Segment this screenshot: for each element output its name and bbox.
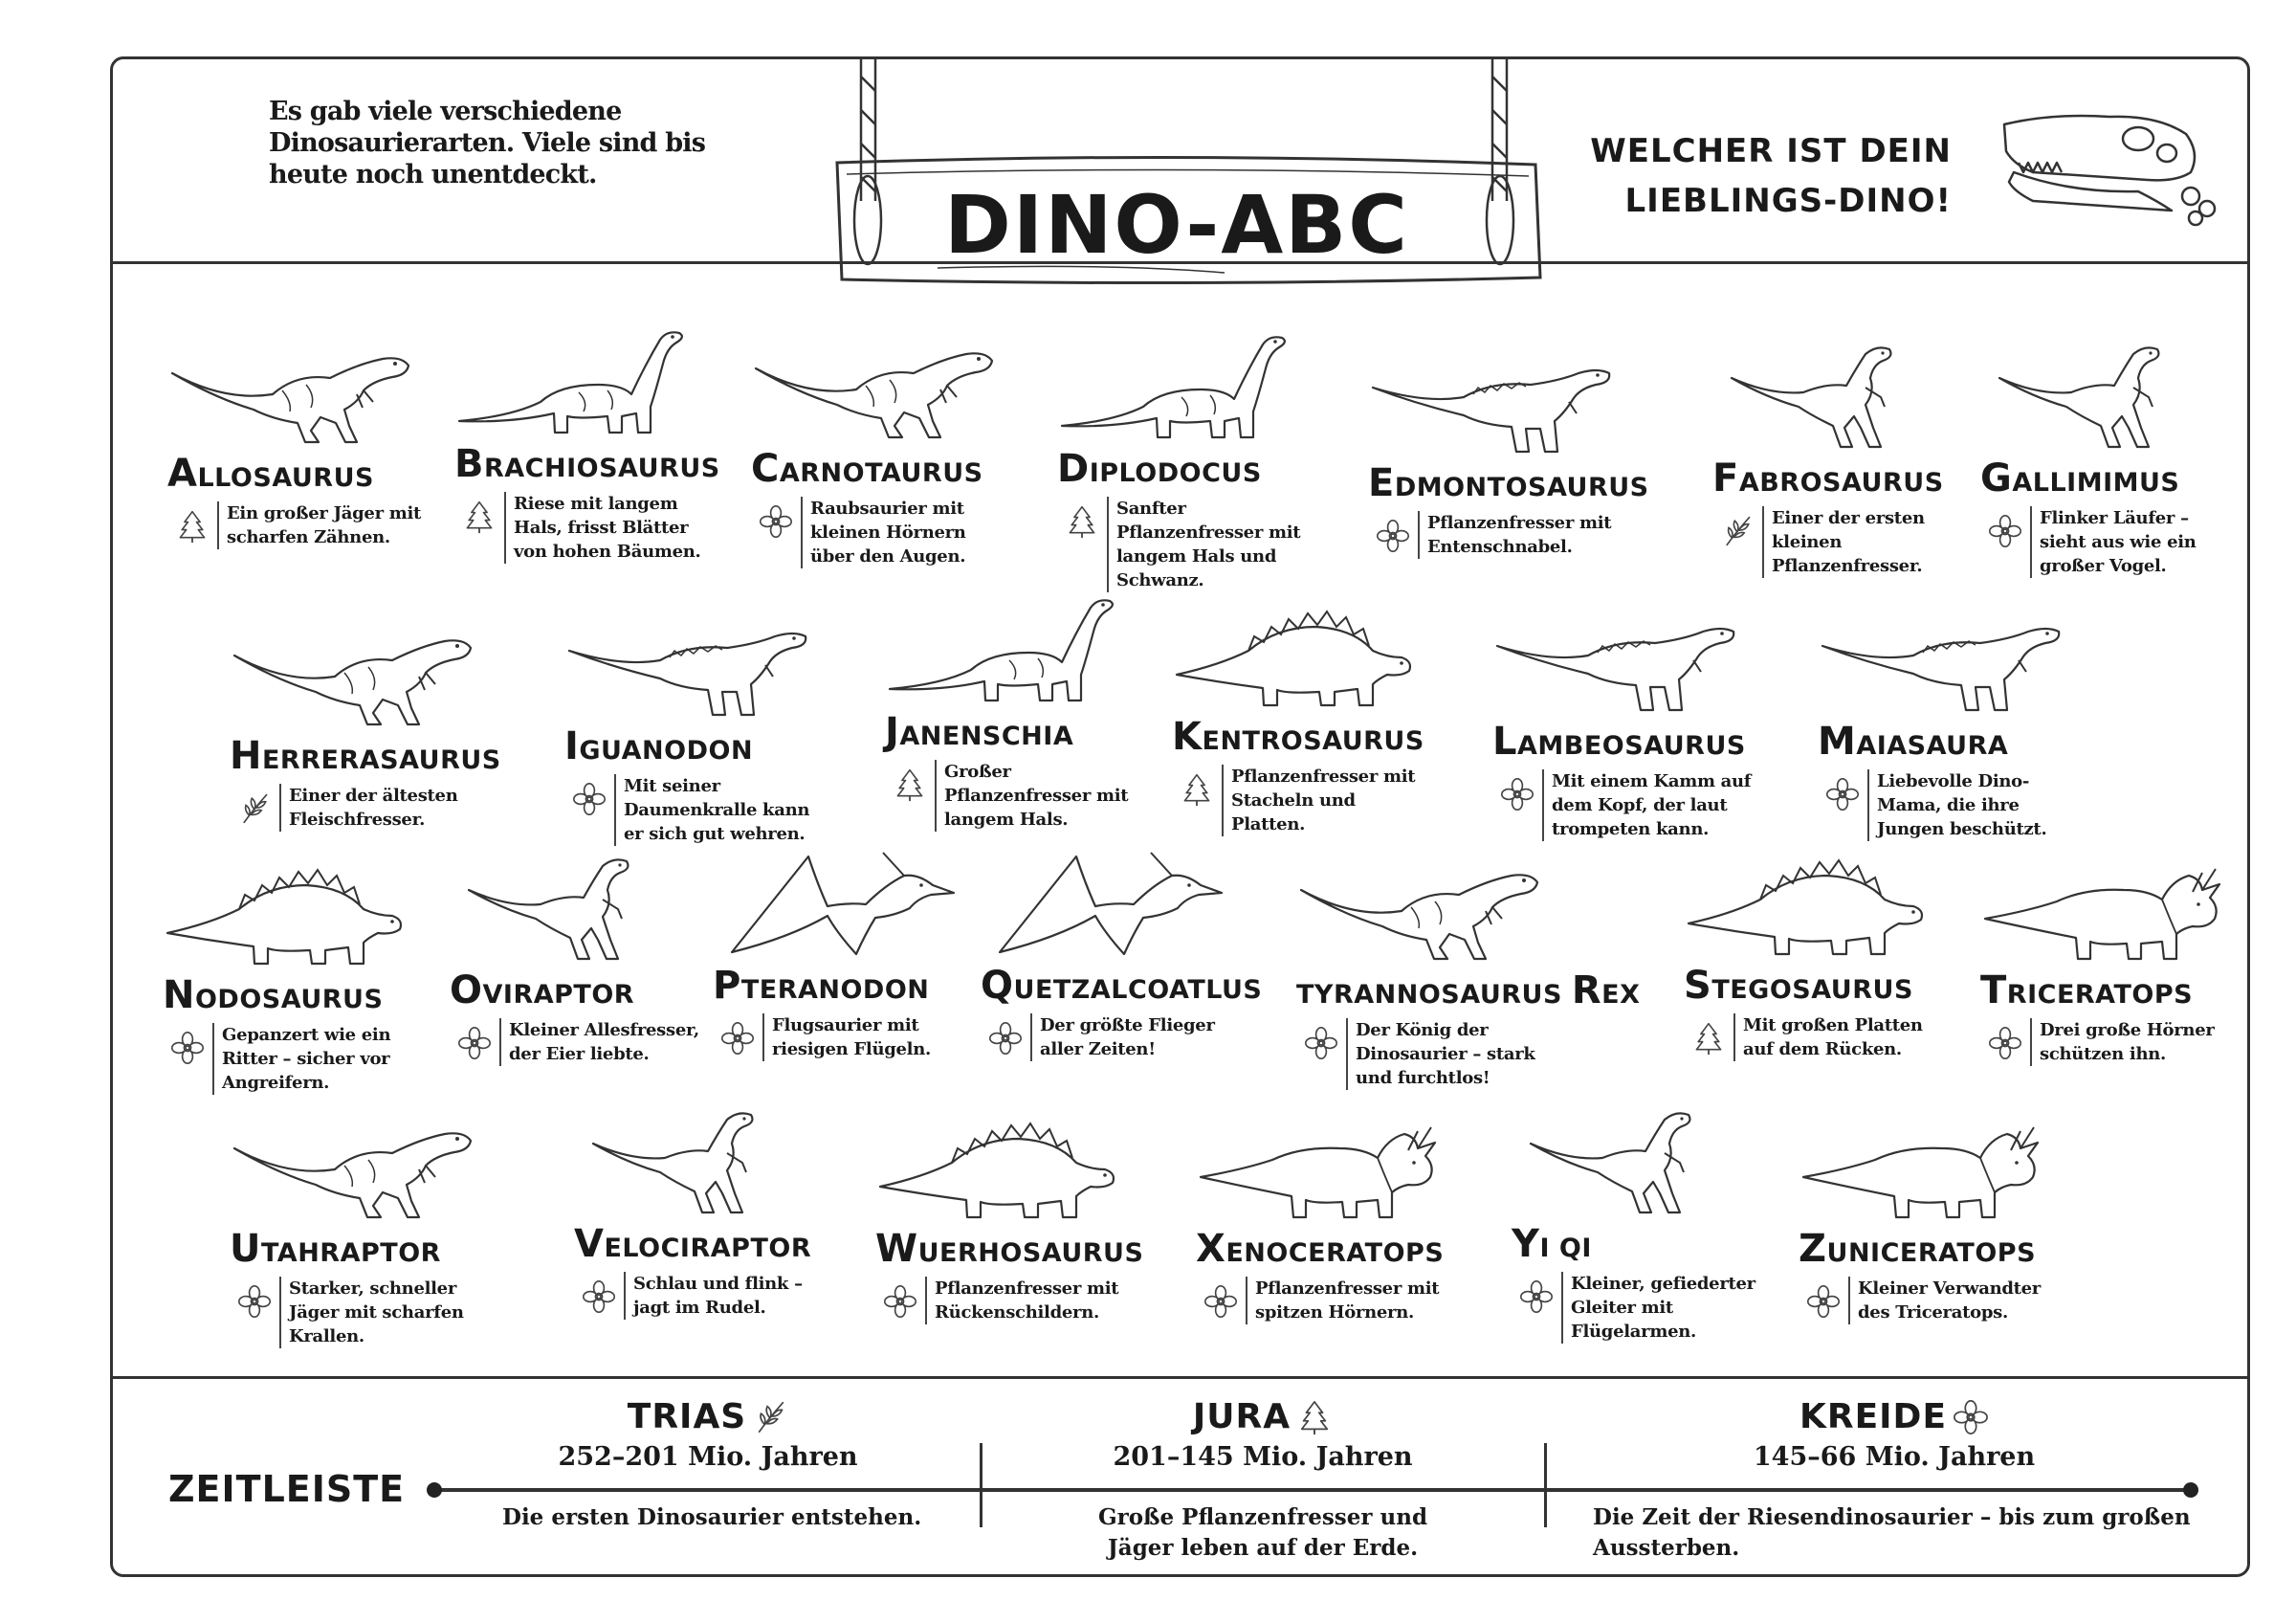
dinosaur-description: Riese mit langem Hals, frisst Blätter von hohen Bäumen. — [504, 492, 715, 564]
dinosaur-illustration — [1818, 603, 2066, 718]
dinosaur-description: Drei große Hörner schützen ihn. — [2030, 1018, 2241, 1066]
dinosaur-name-rest: UERHOSAURUS — [917, 1238, 1144, 1268]
dinosaur-initial: F — [1712, 456, 1739, 500]
dinosaur-name — [1057, 447, 1335, 491]
dinosaur-name-rest: TYRANNOSAURUS — [1296, 980, 1572, 1010]
dinosaur-initial: J — [885, 710, 900, 754]
question-text — [1550, 126, 1952, 226]
intro-line: heute noch unentdeckt. — [269, 160, 597, 189]
dinosaur-name — [751, 447, 1028, 491]
dinosaur-description: Großer Pflanzenfresser mit langem Hals. — [935, 760, 1145, 832]
dinosaur-info — [988, 1013, 1258, 1061]
dinosaur-description: Der König der Dinosaurier – stark und furchtlos! — [1346, 1018, 1556, 1090]
flower-icon — [1988, 1026, 2022, 1060]
dinosaur-initial: G — [1980, 456, 2013, 500]
dinosaur-name-rest: TEGOSAURUS — [1711, 975, 1913, 1005]
intro-line: Dinosaurierarten. Viele sind bis — [269, 128, 706, 158]
dinosaur-illustration — [454, 325, 703, 440]
dinosaur-info — [1988, 506, 2258, 578]
dinosaur-initial: S — [1684, 964, 1712, 1008]
dinosaur-entry — [230, 1110, 507, 1348]
dinosaur-name — [1172, 715, 1449, 759]
dinosaur-description: Flinker Läufer – sieht aus wie ein großer Vogel. — [2030, 506, 2241, 578]
dinosaur-illustration — [230, 617, 478, 732]
dinosaur-initial: N — [163, 973, 195, 1017]
dinosaur-description: Kleiner Verwandter des Triceratops. — [1848, 1277, 2059, 1324]
dinosaur-name-rest: RACHIOSAURUS — [484, 454, 720, 483]
dinosaur-info — [170, 1023, 440, 1095]
dinosaur-description: Einer der ersten kleinen Pflanzenfresser. — [1762, 506, 1973, 578]
dinosaur-initial: L — [1492, 720, 1517, 764]
dinosaur-entry — [1492, 603, 1770, 841]
flower-icon — [1304, 1026, 1338, 1060]
flower-icon — [1203, 1284, 1238, 1319]
dinosaur-name-rest: ELOCIRAPTOR — [604, 1234, 812, 1263]
dinosaur-description: Einer der ältesten Fleischfresser. — [279, 784, 490, 832]
dinosaur-entry — [1296, 852, 1641, 1090]
dinosaur-initial: D — [1057, 447, 1090, 491]
dinosaur-illustration — [981, 847, 1229, 962]
dinosaur-description: Starker, schneller Jäger mit scharfen Krallen. — [279, 1277, 490, 1348]
dinosaur-entry — [450, 852, 727, 1066]
fern-icon — [752, 1399, 788, 1435]
dinosaur-info — [462, 492, 732, 564]
dinosaur-name-rest: ABROSAURUS — [1738, 468, 1944, 498]
dinosaur-description: Mit seiner Daumenkralle kann er sich gut wehren. — [614, 774, 825, 846]
dinosaur-initial: V — [574, 1222, 605, 1266]
flower-icon — [237, 1284, 272, 1319]
dinosaur-name — [1712, 456, 1990, 500]
dinosaur-name-rest: ENTROSAURUS — [1202, 726, 1424, 756]
dinosaur-name-rest: IPLODOCUS — [1089, 458, 1262, 488]
dinosaur-initial: I — [564, 724, 580, 768]
dinosaur-info — [1988, 1018, 2258, 1066]
flower-icon — [1988, 514, 2022, 548]
dinosaur-initial: Y — [1512, 1222, 1540, 1266]
period-name: TRIAS — [627, 1397, 747, 1436]
dinosaur-illustration — [1512, 1105, 1760, 1220]
dinosaur-description: Sanfter Pflanzenfresser mit langem Hals und Schwanz. — [1107, 497, 1317, 592]
flower-icon — [1953, 1399, 1989, 1435]
flower-icon — [170, 1031, 205, 1065]
tree-icon — [175, 509, 210, 544]
dinosaur-entry — [454, 325, 732, 564]
dinosaur-initial: U — [230, 1227, 261, 1271]
dinosaur-name — [564, 724, 842, 768]
dinosaur-illustration — [230, 1110, 478, 1225]
dinosaur-info — [720, 1013, 990, 1061]
dinosaur-illustration — [1492, 603, 1741, 718]
question-line: LIEBLINGS-DINO! — [1624, 182, 1952, 220]
dinosaur-info — [1065, 497, 1335, 592]
dinosaur-illustration — [751, 330, 1000, 445]
dinosaur-initial: W — [875, 1227, 918, 1271]
dinosaur-name — [885, 710, 1162, 754]
dinosaur-initial: P — [713, 964, 741, 1008]
dinosaur-entry — [1980, 340, 2258, 578]
dinosaur-description: Mit einem Kamm auf dem Kopf, der laut trompeten kann. — [1542, 769, 1753, 841]
dinosaur-info — [237, 784, 507, 832]
period-name: JURA — [1192, 1397, 1292, 1436]
dinosaur-name-rest: ENOCERATOPS — [1225, 1238, 1445, 1268]
period-trias — [459, 1397, 957, 1472]
tree-icon — [462, 500, 497, 534]
flower-icon — [457, 1026, 492, 1060]
tree-icon — [1691, 1021, 1726, 1056]
period-range: 252–201 Mio. Jahren — [558, 1442, 858, 1472]
timeline-divider — [113, 1376, 2247, 1379]
dinosaur-info — [175, 501, 445, 549]
dinosaur-name-rest: AIASAURA — [1856, 731, 2009, 761]
dinosaur-name — [450, 968, 727, 1012]
dinosaur-name-rest: DMONTOSAURUS — [1394, 473, 1649, 502]
dinosaur-name-rest: ERRERASAURUS — [261, 745, 501, 775]
dinosaur-name-rest: LLOSAURUS — [197, 463, 374, 493]
flower-icon — [1806, 1284, 1841, 1319]
dinosaur-name — [1512, 1222, 1789, 1266]
dinosaur-illustration — [1980, 340, 2229, 455]
period-desc-line: Die Zeit der Riesendinosaurier – bis zum großen — [1593, 1504, 2191, 1530]
dino-skull-illustration — [1995, 105, 2234, 230]
dinosaur-info — [1691, 1013, 1961, 1061]
dinosaur-name-rest: AMBEOSAURUS — [1517, 731, 1746, 761]
dinosaur-entry — [875, 1110, 1153, 1324]
dinosaur-description: Pflanzenfresser mit spitzen Hörnern. — [1246, 1277, 1456, 1324]
dinosaur-name-rest: TAHRAPTOR — [260, 1238, 441, 1268]
period-range: 201–145 Mio. Jahren — [1113, 1442, 1413, 1472]
dinosaur-illustration — [450, 852, 698, 967]
dinosaur-initial: T — [1980, 968, 2007, 1012]
tree-icon — [1065, 504, 1099, 539]
dinosaur-initial: O — [450, 968, 483, 1012]
dinosaur-info — [582, 1272, 851, 1320]
dinosaur-name — [1296, 968, 1641, 1012]
dinosaur-illustration — [1368, 345, 1617, 459]
dinosaur-info — [1500, 769, 1770, 841]
dinosaur-info — [1806, 1277, 2076, 1324]
dinosaur-name — [454, 442, 732, 486]
dinosaur-description: Schlau und flink – jagt im Rudel. — [624, 1272, 834, 1320]
tree-icon — [1180, 772, 1214, 807]
intro-line: Es gab viele verschiedene — [269, 97, 622, 126]
dinosaur-initial: C — [751, 447, 780, 491]
flower-icon — [720, 1021, 755, 1056]
dinosaur-info — [572, 774, 842, 846]
dinosaur-description: Der größte Flieger aller Zeiten! — [1030, 1013, 1241, 1061]
flower-icon — [572, 782, 607, 816]
dinosaur-initial: Z — [1799, 1227, 1827, 1271]
period-desc-line: Aussterben. — [1593, 1535, 1740, 1561]
timeline-axis — [432, 1488, 2191, 1492]
dinosaur-info — [1203, 1277, 1473, 1324]
flower-icon — [883, 1284, 917, 1319]
dinosaur-name — [981, 964, 1263, 1008]
dinosaur-entry — [1980, 852, 2258, 1066]
dinosaur-initial: E — [1368, 461, 1395, 505]
dinosaur-name-rest: EX — [1601, 980, 1641, 1010]
dinosaur-info — [893, 760, 1162, 832]
flower-icon — [582, 1279, 616, 1314]
period-name: KREIDE — [1799, 1397, 1948, 1436]
period-desc-line: Die ersten Dinosaurier entstehen. — [502, 1504, 922, 1530]
timeline-label: ZEITLEISTE — [168, 1468, 406, 1510]
dinosaur-initial: A — [167, 452, 198, 496]
dinosaur-description: Pflanzenfresser mit Rückenschildern. — [925, 1277, 1136, 1324]
flower-icon — [1825, 777, 1860, 812]
dinosaur-illustration — [1172, 598, 1421, 713]
timeline-end-dot — [2183, 1482, 2198, 1498]
dinosaur-entry — [574, 1105, 851, 1320]
dinosaur-entry — [1512, 1105, 1789, 1344]
timeline-separator — [980, 1443, 982, 1527]
dinosaur-info — [1825, 769, 2095, 841]
dinosaur-name-rest: UNICERATOPS — [1826, 1238, 2037, 1268]
dinosaur-entry — [163, 856, 440, 1095]
dinosaur-illustration — [564, 608, 813, 723]
dinosaur-name — [1818, 720, 2095, 764]
dinosaur-name-rest: RICERATOPS — [2006, 980, 2194, 1010]
dinosaur-entry — [564, 608, 842, 846]
dinosaur-entry — [885, 593, 1162, 832]
dinosaur-description: Ein großer Jäger mit scharfen Zähnen. — [217, 501, 428, 549]
dinosaur-name — [230, 1227, 507, 1271]
flower-icon — [1376, 519, 1410, 553]
dinosaur-entry — [981, 847, 1263, 1061]
dinosaur-name — [1980, 456, 2258, 500]
dinosaur-illustration — [875, 1110, 1124, 1225]
dinosaur-info — [1720, 506, 1990, 578]
dinosaur-name-rest: VIRAPTOR — [482, 980, 635, 1010]
dinosaur-info — [1376, 511, 1645, 559]
dinosaur-name-rest: UETZALCOATLUS — [1013, 975, 1263, 1005]
dinosaur-name — [1492, 720, 1770, 764]
dinosaur-info — [1180, 765, 1449, 836]
dinosaur-name — [163, 973, 440, 1017]
period-desc-line: Große Pflanzenfresser und — [1097, 1504, 1428, 1530]
period-description — [1593, 1502, 2191, 1564]
dinosaur-name — [574, 1222, 851, 1266]
dinosaur-name — [1684, 964, 1961, 1008]
dinosaur-name — [167, 452, 445, 496]
dinosaur-description: Pflanzenfresser mit Entenschnabel. — [1418, 511, 1628, 559]
period-jura — [1014, 1397, 1512, 1472]
dinosaur-entry — [713, 847, 990, 1061]
dinosaur-info — [883, 1277, 1153, 1324]
flower-icon — [1519, 1279, 1554, 1314]
dinosaur-initial: M — [1818, 720, 1857, 764]
timeline-start-dot — [427, 1482, 442, 1498]
dinosaur-description: Kleiner, gefiederter Gleiter mit Flügelarmen. — [1561, 1272, 1772, 1344]
dinosaur-name — [1368, 461, 1649, 505]
dinosaur-name — [1799, 1227, 2076, 1271]
question-line: WELCHER IST DEIN — [1590, 132, 1952, 170]
dinosaur-initial: H — [230, 734, 262, 778]
dinosaur-entry — [1712, 340, 1990, 578]
dinosaur-initial: X — [1196, 1227, 1226, 1271]
dinosaur-entry — [751, 330, 1028, 568]
dinosaur-info — [759, 497, 1028, 568]
dinosaur-name — [1980, 968, 2258, 1012]
dinosaur-illustration — [163, 856, 411, 971]
dinosaur-description: Flugsaurier mit riesigen Flügeln. — [762, 1013, 973, 1061]
dinosaur-description: Liebevolle Dino-Mama, die ihre Jungen beschützt. — [1867, 769, 2078, 841]
dinosaur-entry — [1196, 1110, 1473, 1324]
dinosaur-entry — [1684, 847, 1961, 1061]
period-kreide — [1626, 1397, 2162, 1472]
intro-text — [269, 96, 766, 190]
fern-icon — [1720, 514, 1755, 548]
dinosaur-entry — [1172, 598, 1449, 836]
dinosaur-name-rest: TERANODON — [740, 975, 930, 1005]
dinosaur-info — [237, 1277, 507, 1348]
dinosaur-illustration — [1057, 330, 1306, 445]
dinosaur-illustration — [713, 847, 961, 962]
fern-icon — [237, 791, 272, 826]
dinosaur-description: Mit großen Platten auf dem Rücken. — [1733, 1013, 1944, 1061]
dinosaur-name-rest: ALLIMIMUS — [2012, 468, 2180, 498]
dinosaur-name-rest: ARNOTAURUS — [779, 458, 983, 488]
dinosaur-description: Kleiner Allesfresser, der Eier liebte. — [499, 1018, 710, 1066]
dinosaur-initial: R — [1571, 968, 1602, 1012]
dinosaur-illustration — [1196, 1110, 1445, 1225]
dinosaur-illustration — [1296, 852, 1545, 967]
tree-icon — [893, 767, 927, 802]
dinosaur-info — [457, 1018, 727, 1066]
dinosaur-illustration — [1980, 852, 2229, 967]
dinosaur-entry — [1799, 1110, 2076, 1324]
page-title: DINO-ABC — [944, 178, 1409, 272]
period-description — [1014, 1502, 1512, 1564]
dinosaur-name-rest: GUANODON — [579, 736, 754, 766]
dinosaur-initial: B — [454, 442, 484, 486]
dinosaur-illustration — [1684, 847, 1932, 962]
dinosaur-name-rest: ANENSCHIA — [899, 722, 1074, 751]
dinosaur-info — [1304, 1018, 1641, 1090]
dinosaur-name-rest: ODOSAURUS — [194, 985, 384, 1014]
dinosaur-entry — [230, 617, 507, 832]
dinosaur-name — [230, 734, 507, 778]
dinosaur-entry — [1818, 603, 2095, 841]
dinosaur-description: Pflanzenfresser mit Stacheln und Platten. — [1222, 765, 1432, 836]
dinosaur-info — [1519, 1272, 1789, 1344]
dinosaur-initial: Q — [981, 964, 1014, 1008]
dinosaur-initial: K — [1172, 715, 1203, 759]
dinosaur-illustration — [885, 593, 1134, 708]
dinosaur-name — [875, 1227, 1153, 1271]
dinosaur-entry — [1368, 345, 1649, 559]
period-description — [502, 1502, 921, 1533]
flower-icon — [759, 504, 793, 539]
dinosaur-name — [713, 964, 990, 1008]
flower-icon — [988, 1021, 1023, 1056]
flower-icon — [1500, 777, 1534, 812]
dinosaur-description: Raubsaurier mit kleinen Hörnern über den Augen. — [801, 497, 1011, 568]
dinosaur-illustration — [1712, 340, 1961, 455]
dinosaur-illustration — [167, 335, 416, 450]
timeline-separator — [1544, 1443, 1547, 1527]
period-range: 145–66 Mio. Jahren — [1753, 1442, 2036, 1472]
dinosaur-entry — [1057, 330, 1335, 592]
dinosaur-name — [1196, 1227, 1473, 1271]
dinosaur-illustration — [1799, 1110, 2047, 1225]
dinosaur-name-rest: I QI — [1539, 1234, 1592, 1263]
period-desc-line: Jäger leben auf der Erde. — [1107, 1535, 1419, 1561]
dinosaur-illustration — [574, 1105, 823, 1220]
dinosaur-entry — [167, 335, 445, 549]
dinosaur-description: Gepanzert wie ein Ritter – sicher vor Angreifern. — [212, 1023, 423, 1095]
tree-icon — [1296, 1399, 1333, 1435]
